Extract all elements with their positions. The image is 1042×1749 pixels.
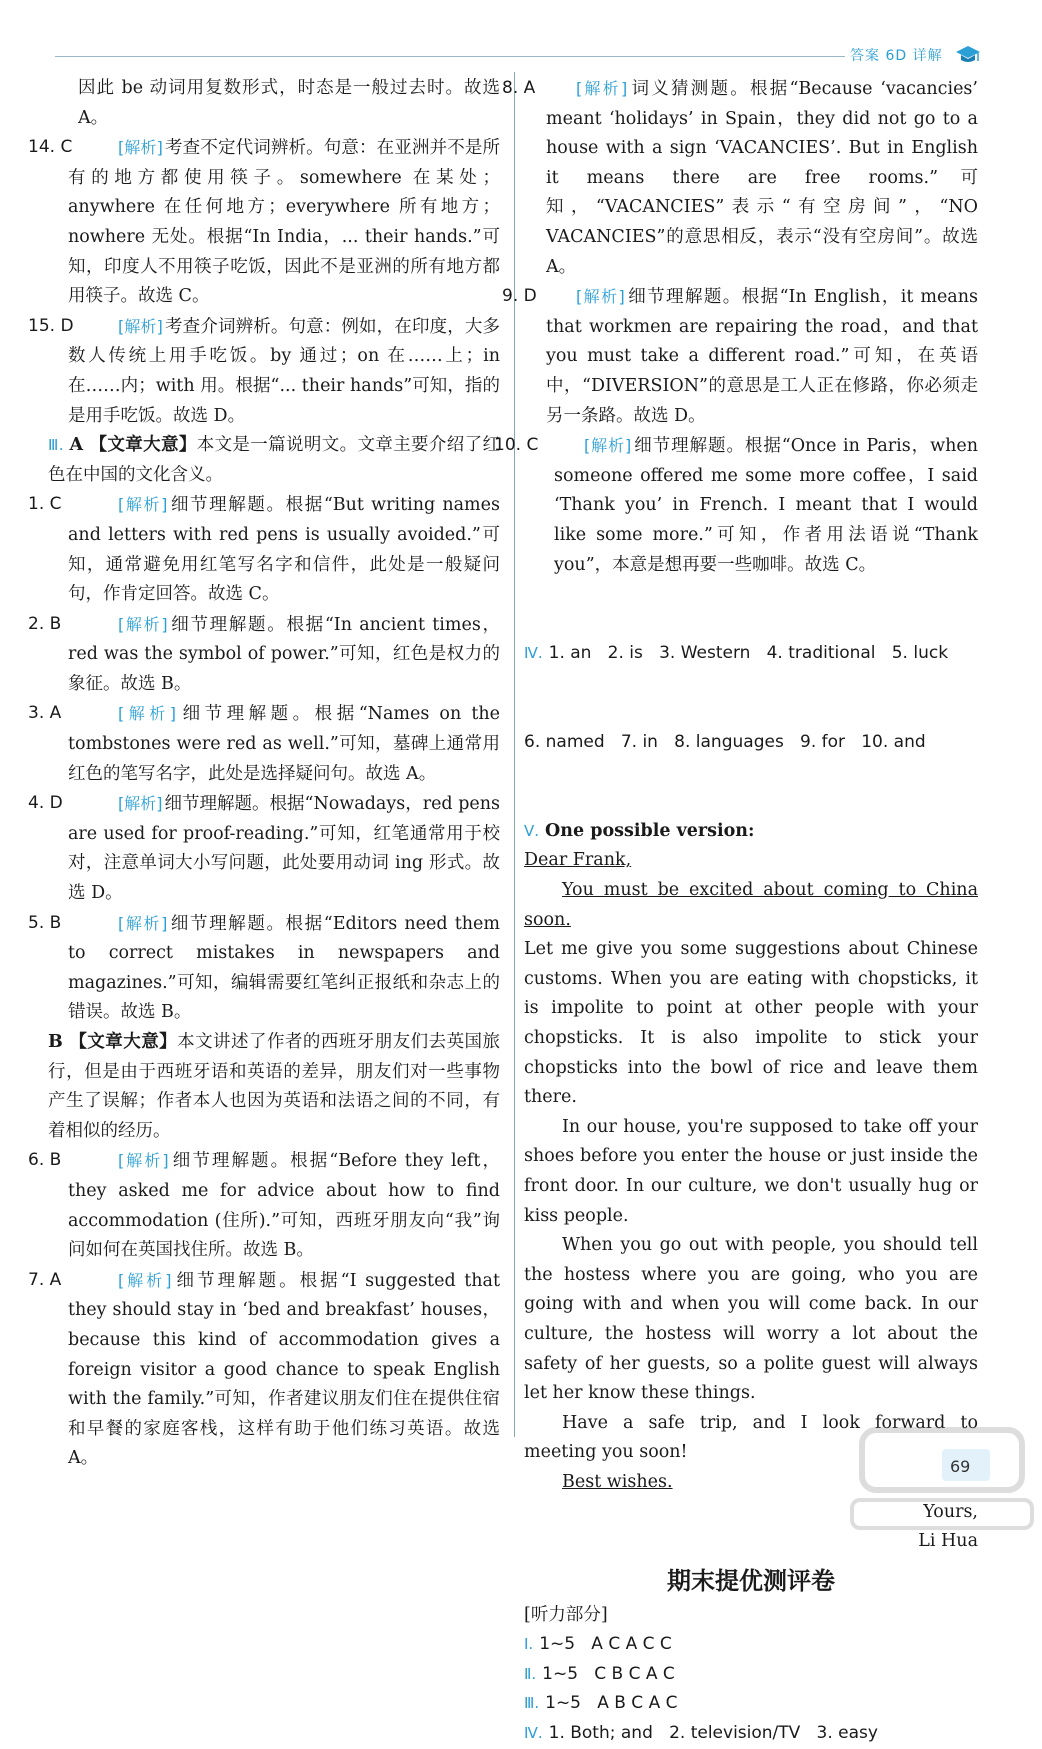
- answer-number: 5. B: [28, 912, 62, 933]
- answer-3a-5: [28, 909, 500, 1028]
- answer-3b-7: [28, 1266, 500, 1474]
- analysis-tag: [解析]: [118, 913, 168, 933]
- answer-number: 10. C: [494, 435, 539, 456]
- letter-closing-text: Best wishes.: [562, 1471, 673, 1492]
- summary-text: 本文讲述了作者的西班牙朋友们去英国旅行，但是由于西班牙语和英语的差异，朋友们对一些事物产生了误解；作者本人也因为英语和法语之间的不同，有着相似的经历。: [48, 1032, 500, 1141]
- exam-answer-text: 1~5 A C A C C: [539, 1634, 672, 1655]
- exam-answer-row: [524, 1660, 978, 1690]
- answer-text: 细节理解题。根据“But writing names and letters with red pens is usually avoided.”可知，通常避免用红笔写名字和信件，此处是一般疑问句，作肯定回答。故选 C。: [68, 495, 500, 605]
- exam-answer-row: [524, 1630, 978, 1660]
- left-column: [28, 74, 501, 1474]
- exam-answer-row: [524, 1689, 978, 1719]
- answer-number: 15. D: [28, 315, 74, 336]
- section-mark: Ⅴ.: [524, 821, 540, 840]
- answer-number: 9. D: [502, 286, 537, 307]
- analysis-tag: [解析]: [118, 138, 163, 158]
- answer-number: 6. B: [28, 1150, 62, 1171]
- section-mark: Ⅳ.: [524, 1724, 543, 1743]
- section-4-line-1: 1. an 2. is 3. Western 4. traditional 5. luck: [548, 643, 949, 664]
- answer-text: 词义猜测题。根据“Because ‘vacancies’ meant ‘holidays’ in Spain，they did not go to a house with a sign ‘VACANCIES’. But in English it means there are free rooms.”可知，“VACANCIES”表示“有空房间”，“NO VACANCIES”的意思相反，表示“没有空房间”。故选 A。: [546, 79, 978, 277]
- answer-3a-1: [28, 490, 500, 609]
- analysis-tag: [解析]: [118, 614, 168, 634]
- answer-3a-3: [28, 699, 500, 789]
- answer-number: 8. A: [502, 78, 536, 98]
- analysis-tag: [解析]: [118, 1151, 169, 1171]
- section-mark: Ⅳ.: [524, 644, 543, 663]
- section-mark: Ⅰ.: [524, 1635, 534, 1654]
- analysis-tag: [解析]: [118, 1270, 172, 1290]
- exam-answer-text: 1~5 A B C A C: [545, 1693, 678, 1714]
- answer-text: 考查不定代词辨析。句意：在亚洲并不是所有的地方都使用筷子。somewhere 在某处；anywhere 在任何地方；everywhere 所有地方；nowhere 无处。根据“In India，... their hands.”可知，印度人不用筷子吃饭，因此不是亚洲的所有地方都用筷子。故选 C。: [68, 138, 500, 307]
- letter-opening-text: You must be excited about coming to China soon.: [524, 880, 978, 930]
- answer-text: 考查介词辨析。句意：例如，在印度，大多数人传统上用手吃饭。by 通过；on 在……上；in 在……内；with 用。根据“... their hands”可知，指的是用手吃饭。故选 D。: [68, 316, 500, 426]
- exam-title: 期末提优测评卷: [667, 1566, 835, 1595]
- answer-text: 细节理解题。根据“Editors need them to correct mistakes in newspapers and magazines.”可知，编辑需要红笔纠正报纸和杂志上的错误。故选 B。: [68, 913, 500, 1023]
- answer-number: 3. A: [28, 703, 62, 724]
- summary-heading: A 【文章大意】: [69, 435, 197, 456]
- summary-text: 本文是一篇说明文。文章主要介绍了红色在中国的文化含义。: [48, 435, 501, 485]
- analysis-tag: [解析]: [584, 436, 632, 456]
- letter-paragraph-4: Have a safe trip, and I look forward to meeting you soon!: [524, 1412, 978, 1463]
- answer-number: 4. D: [28, 793, 63, 814]
- header-label: 答案 6D 详解: [850, 48, 943, 64]
- section-4-line-2: 6. named 7. in 8. languages 9. for 10. and: [524, 732, 926, 753]
- section-3a-summary: [48, 431, 500, 490]
- analysis-tag: [解析]: [118, 704, 177, 724]
- header-rule: [55, 56, 845, 57]
- answer-number: 7. A: [28, 1269, 62, 1290]
- analysis-tag: [解析]: [118, 794, 163, 814]
- exam-answer-text: 1. Both; and 2. television/TV 3. easy: [548, 1723, 878, 1744]
- section-mark: Ⅱ.: [524, 1664, 537, 1683]
- answer-3a-2: [28, 610, 500, 700]
- section-mark: Ⅲ.: [524, 1694, 540, 1713]
- answer-3b-10: [494, 431, 978, 580]
- graduation-cap-icon: [955, 44, 981, 66]
- analysis-tag: [解析]: [118, 316, 163, 336]
- watermark-logo: [842, 1418, 1042, 1536]
- answer-number: 1. C: [28, 494, 62, 515]
- answer-14: [28, 133, 500, 312]
- section-4-answers: [524, 580, 978, 817]
- answer-text: 细节理解题。根据“Names on the tombstones were red as well.”可知，墓碑上通常用红色的笔写名字，此处是选择疑问句。故选 A。: [68, 704, 500, 784]
- listening-label: [听力部分]: [524, 1604, 608, 1625]
- analysis-tag: [解析]: [576, 79, 628, 98]
- answer-3a-4: [28, 789, 501, 908]
- analysis-tag: [解析]: [118, 495, 168, 515]
- letter-signature: Li Hua: [918, 1531, 978, 1552]
- section-5-heading: [524, 817, 978, 847]
- answer-3b-8: [502, 74, 978, 282]
- section-mark: Ⅲ.: [48, 436, 64, 455]
- answer-3b-6: [28, 1146, 500, 1265]
- version-heading: One possible version:: [545, 820, 755, 841]
- column-divider: [514, 72, 515, 1437]
- answer-13-continued: [48, 74, 500, 133]
- answer-text: 细节理解题。根据“Before they left，they asked me for advice about how to find accommodation (住所).”可知，西班牙朋友向“我”询问如何在英国找住所。故选 B。: [68, 1151, 500, 1261]
- letter-paragraph-1: Let me give you some suggestions about Chinese customs. When you are eating with chopsticks, it is impolite to point at other people with your chopsticks. It is also impolite to stick your chopsticks into the bowl of rice and leave them there.: [524, 939, 978, 1108]
- answer-text: 细节理解题。根据“In ancient times，red was the symbol of power.”可知，红色是权力的象征。故选 B。: [68, 614, 500, 694]
- answer-text: 细节理解题。根据“Once in Paris，when someone offered me some more coffee，I said ‘Thank you’ in French. I meant that I would like some more.”可知，作者用法语说“Thank you”，本意是想再要一些咖啡。故选 C。: [554, 436, 978, 575]
- answer-text: 因此 be 动词用复数形式，时态是一般过去时。故选 A。: [78, 78, 500, 128]
- letter-yours: Yours,: [923, 1501, 978, 1522]
- answer-number: 2. B: [28, 613, 62, 634]
- letter-salutation: Dear Frank,: [524, 850, 632, 871]
- answer-15: [28, 312, 500, 431]
- answer-text: 细节理解题。根据“In English，it means that workmen are repairing the road，and that you must take a different road.”可知，在英语中，“DIVERSION”的意思是工人正在修路，你必须走另一条路。故选 D。: [546, 287, 978, 426]
- answer-text: 细节理解题。根据“I suggested that they should stay in ‘bed and breakfast’ houses，because this kind of accommodation gives a foreign visitor a good chance to speak English with the family.”可知，作者建议朋友们住在提供住宿和早餐的家庭客栈，这样有助于他们练习英语。故选 A。: [68, 1270, 500, 1469]
- section-3b-summary: [48, 1028, 500, 1146]
- letter-paragraph-3: When you go out with people, you should tell the hostess where you are going, who you are going with and when you will come back. In our culture, the hostess will worry a lot about the safety of her guests, so a polite guest will always let her know these things.: [524, 1235, 978, 1404]
- page-number: 69: [950, 1457, 971, 1476]
- analysis-tag: [解析]: [576, 287, 625, 307]
- answer-3b-9: [502, 282, 978, 431]
- letter-opening: [524, 876, 978, 935]
- answer-number: 14. C: [28, 137, 73, 158]
- answer-text: 细节理解题。根据“Nowadays，red pens are used for proof-reading.”可知，红笔通常用于校对，注意单词大小写问题，此处要用动词 ing 形式。故选 D。: [68, 794, 501, 904]
- exam-answer-row: [524, 1719, 978, 1749]
- letter-paragraph-2: In our house, you're supposed to take off your shoes before you enter the house or just inside the front door. In our culture, we don't usually hug or kiss people.: [524, 1116, 978, 1226]
- exam-answer-text: 1~5 C B C A C: [542, 1663, 675, 1684]
- summary-heading: B 【文章大意】: [48, 1032, 178, 1052]
